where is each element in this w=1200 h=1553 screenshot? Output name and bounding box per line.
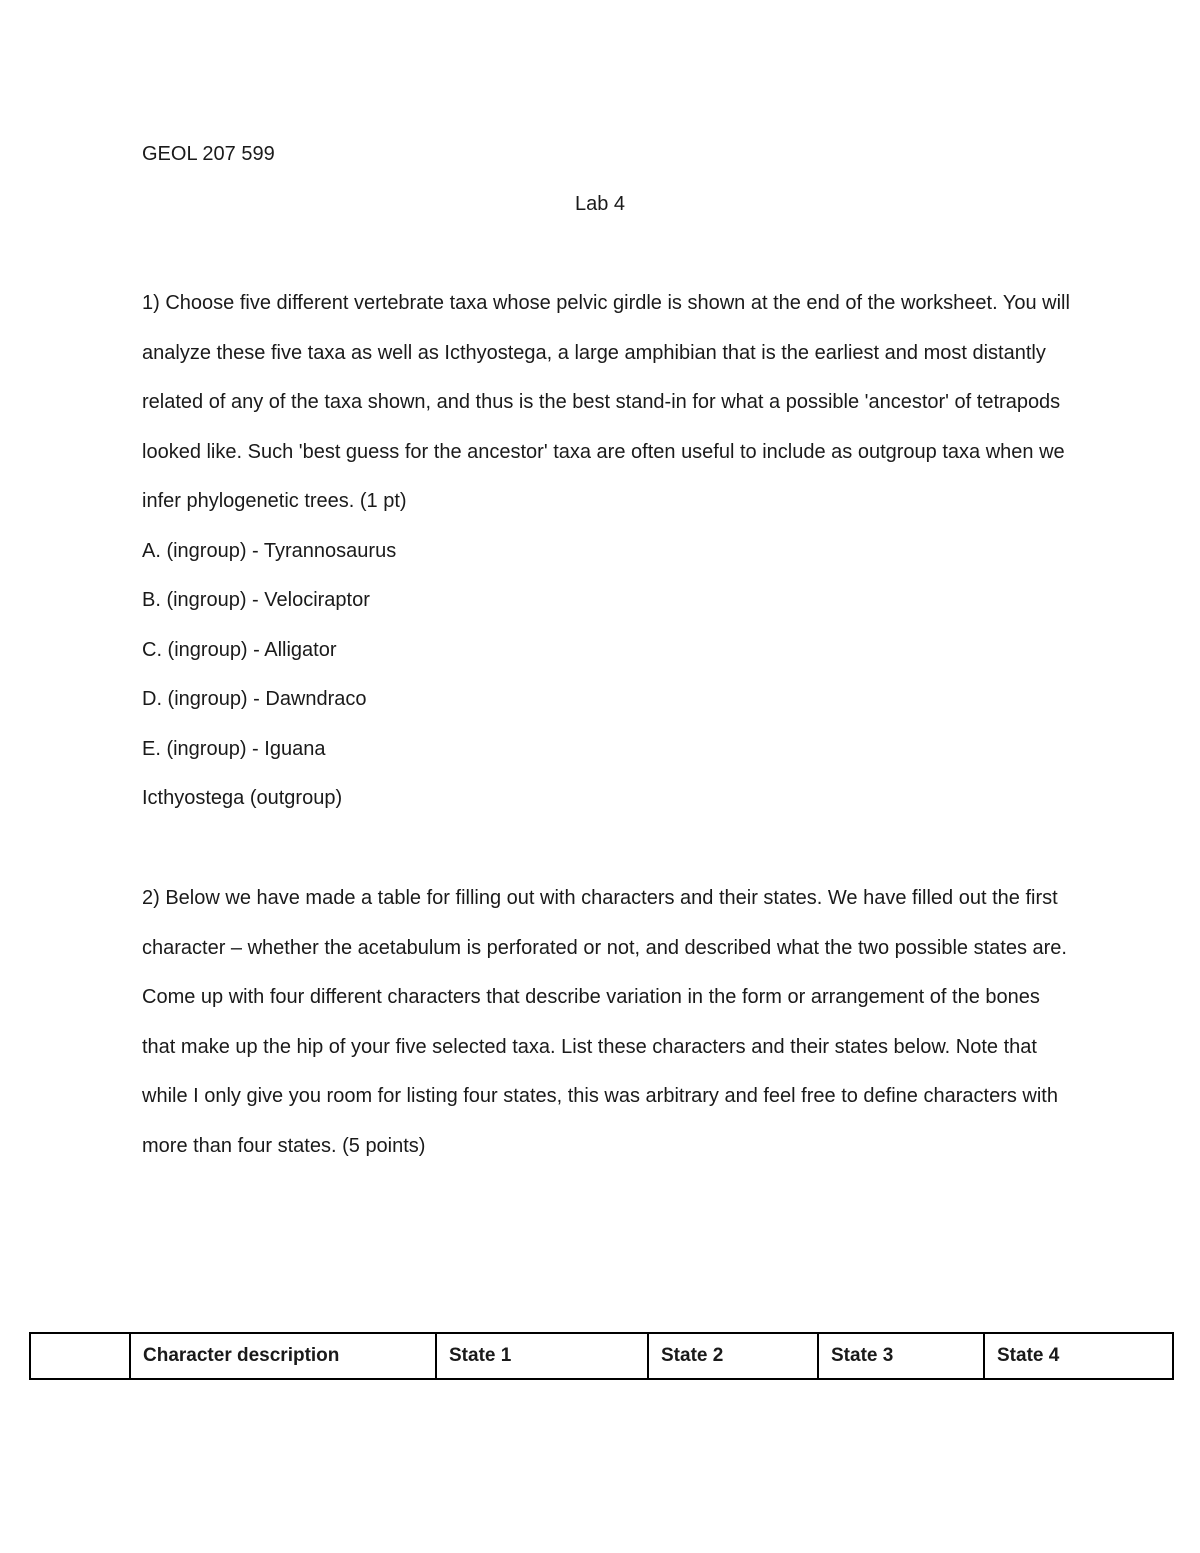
course-code: GEOL 207 599	[142, 143, 275, 165]
taxon-item-outgroup: Icthyostega (outgroup)	[142, 787, 343, 810]
table-header-state-4: State 4	[984, 1333, 1173, 1379]
taxon-item: A. (ingroup) - Tyrannosaurus	[142, 539, 397, 562]
table-header-row	[30, 1333, 1173, 1379]
question-2	[142, 874, 1072, 1172]
lab-title: Lab 4	[574, 193, 626, 215]
table-header-state-1: State 1	[436, 1333, 648, 1379]
table-header-state-3: State 3	[818, 1333, 984, 1379]
character-table	[29, 1332, 1174, 1380]
taxon-item: C. (ingroup) - Alligator	[142, 638, 337, 661]
question-2-text: 2) Below we have made a table for filling out with characters and their states. We have filled out the first character – whether the acetabulum is perforated or not, and described what the two possible states are. Come up with four different characters that describe variation in the form or arrangement of the bones that make up the hip of your five selected taxa. List these characters and their states below. Note that while I only give you room for listing four states, this was arbitrary and feel free to define characters with more than four states. (5 points)	[142, 887, 1067, 1157]
table-header-character-description: Character description	[130, 1333, 436, 1379]
taxon-item: D. (ingroup) - Dawndraco	[142, 688, 367, 711]
table-header-index	[30, 1333, 130, 1379]
table-header-state-2: State 2	[648, 1333, 818, 1379]
taxon-item: E. (ingroup) - Iguana	[142, 737, 326, 760]
taxon-item: B. (ingroup) - Velociraptor	[142, 589, 370, 612]
taxa-list	[142, 527, 1072, 825]
question-1	[142, 279, 1072, 824]
question-1-text: 1) Choose five different vertebrate taxa whose pelvic girdle is shown at the end of the worksheet. You will analyze these five taxa as well as Icthyostega, a large amphibian that is the earliest and most distantly related of any of the taxa shown, and thus is the best stand-in for what a possible 'ancestor' of tetrapods looked like. Such 'best guess for the ancestor' taxa are often useful to include as outgroup taxa when we infer phylogenetic trees. (1 pt)	[142, 292, 1070, 512]
